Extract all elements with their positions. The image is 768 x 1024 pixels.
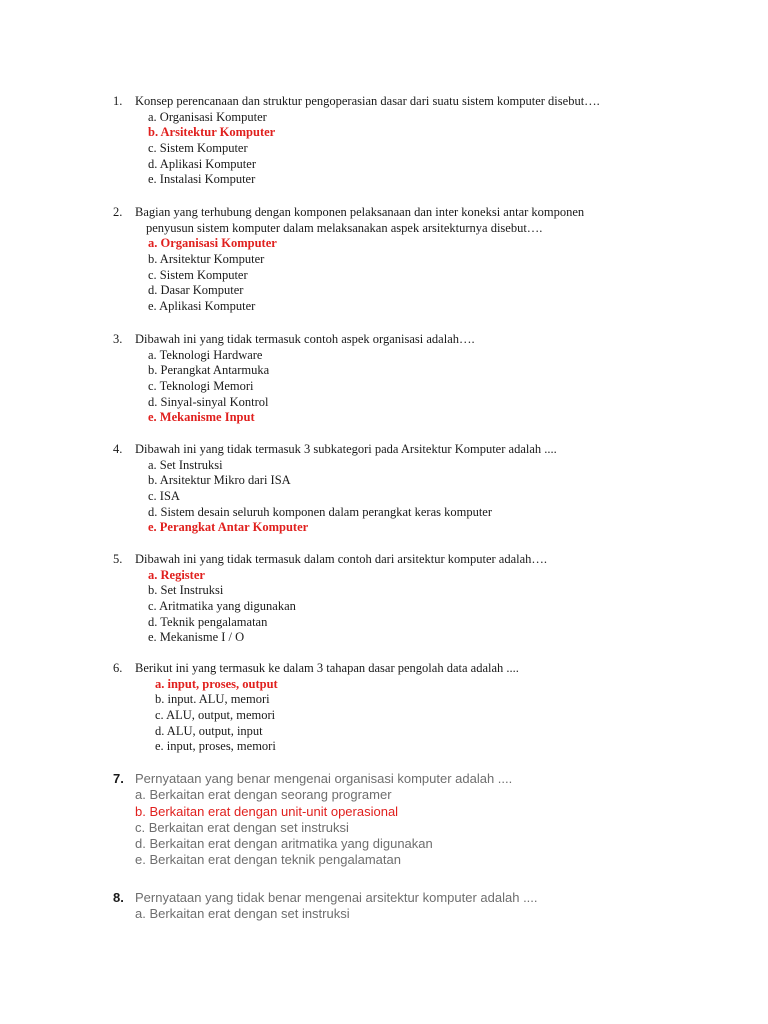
question-number: 6. bbox=[113, 661, 123, 675]
option-b: b. input. ALU, memori bbox=[155, 692, 270, 707]
option-b: b. Set Instruksi bbox=[148, 583, 224, 598]
question-text: Konsep perencanaan dan struktur pengoperasian dasar dari suatu sistem komputer disebut…. bbox=[135, 94, 600, 108]
option-e: e. Berkaitan erat dengan teknik pengalamatan bbox=[135, 852, 401, 868]
option-d: d. Sistem desain seluruh komponen dalam perangkat keras komputer bbox=[148, 504, 493, 519]
question-text: Dibawah ini yang tidak termasuk contoh aspek organisasi adalah…. bbox=[135, 332, 475, 346]
question-text: Berikut ini yang termasuk ke dalam 3 tahapan dasar pengolah data adalah .... bbox=[135, 661, 519, 675]
option-a: a. Berkaitan erat dengan set instruksi bbox=[135, 906, 350, 922]
option-b-correct: b. Arsitektur Komputer bbox=[148, 125, 276, 140]
question-text: Pernyataan yang benar mengenai organisasi komputer adalah .... bbox=[135, 771, 513, 786]
option-c: c. ISA bbox=[148, 489, 180, 504]
option-a: a. Berkaitan erat dengan seorang programer bbox=[135, 787, 392, 803]
option-e: e. Instalasi Komputer bbox=[148, 172, 256, 187]
option-d: d. Teknik pengalamatan bbox=[148, 614, 268, 629]
option-e: e. Aplikasi Komputer bbox=[148, 299, 256, 314]
option-c: c. Berkaitan erat dengan set instruksi bbox=[135, 819, 349, 835]
question-text: Dibawah ini yang tidak termasuk 3 subkategori pada Arsitektur Komputer adalah .... bbox=[135, 442, 557, 456]
option-d: d. Aplikasi Komputer bbox=[148, 156, 256, 171]
question-text-continuation: penyusun sistem komputer dalam melaksanakan aspek arsitekturnya disebut…. bbox=[146, 220, 543, 235]
question-6 bbox=[0, 661, 768, 755]
option-b: b. Arsitektur Mikro dari ISA bbox=[148, 473, 291, 488]
option-b-correct: b. Berkaitan erat dengan unit-unit operasional bbox=[135, 803, 399, 819]
question-3 bbox=[0, 332, 768, 426]
question-number: 4. bbox=[113, 442, 123, 456]
question-number: 1. bbox=[113, 94, 123, 108]
question-stem bbox=[0, 332, 768, 348]
question-stem bbox=[0, 205, 768, 221]
question-stem bbox=[0, 661, 768, 677]
option-a-correct: a. input, proses, output bbox=[155, 676, 278, 691]
question-stem bbox=[0, 771, 768, 787]
option-b: b. Arsitektur Komputer bbox=[148, 252, 265, 267]
question-number: 2. bbox=[113, 205, 123, 219]
option-a-correct: a. Organisasi Komputer bbox=[148, 236, 277, 251]
option-e: e. input, proses, memori bbox=[155, 739, 276, 754]
question-7 bbox=[0, 771, 768, 869]
option-e: e. Mekanisme I / O bbox=[148, 630, 245, 645]
question-1 bbox=[0, 94, 768, 188]
option-c: c. Teknologi Memori bbox=[148, 379, 254, 394]
question-stem bbox=[0, 94, 768, 110]
question-stem bbox=[0, 552, 768, 568]
option-e-correct: e. Mekanisme Input bbox=[148, 410, 255, 425]
question-8 bbox=[0, 890, 768, 923]
question-4 bbox=[0, 442, 768, 536]
question-stem bbox=[0, 442, 768, 458]
question-text: Dibawah ini yang tidak termasuk dalam contoh dari arsitektur komputer adalah…. bbox=[135, 552, 548, 566]
option-d: d. ALU, output, input bbox=[155, 723, 263, 738]
option-a-correct: a. Register bbox=[148, 567, 205, 582]
option-c: c. Sistem Komputer bbox=[148, 141, 248, 156]
option-a: a. Teknologi Hardware bbox=[148, 347, 263, 362]
option-c: c. Aritmatika yang digunakan bbox=[148, 599, 296, 614]
question-stem bbox=[0, 890, 768, 906]
option-a: a. Organisasi Komputer bbox=[148, 109, 267, 124]
option-d: d. Dasar Komputer bbox=[148, 283, 244, 298]
question-number: 5. bbox=[113, 552, 123, 566]
question-5 bbox=[0, 552, 768, 646]
option-d: d. Sinyal-sinyal Kontrol bbox=[148, 394, 269, 409]
option-b: b. Perangkat Antarmuka bbox=[148, 363, 270, 378]
option-c: c. Sistem Komputer bbox=[148, 267, 248, 282]
option-e-correct: e. Perangkat Antar Komputer bbox=[148, 520, 309, 535]
option-a: a. Set Instruksi bbox=[148, 457, 223, 472]
option-c: c. ALU, output, memori bbox=[155, 708, 276, 723]
question-number: 7. bbox=[113, 771, 124, 786]
question-text: Bagian yang terhubung dengan komponen pelaksanaan dan inter koneksi antar komponen bbox=[135, 205, 585, 219]
option-d: d. Berkaitan erat dengan aritmatika yang digunakan bbox=[135, 836, 433, 852]
question-2 bbox=[0, 205, 768, 315]
question-number: 3. bbox=[113, 332, 123, 346]
question-number: 8. bbox=[113, 890, 124, 905]
question-text: Pernyataan yang tidak benar mengenai arsitektur komputer adalah .... bbox=[135, 890, 538, 905]
